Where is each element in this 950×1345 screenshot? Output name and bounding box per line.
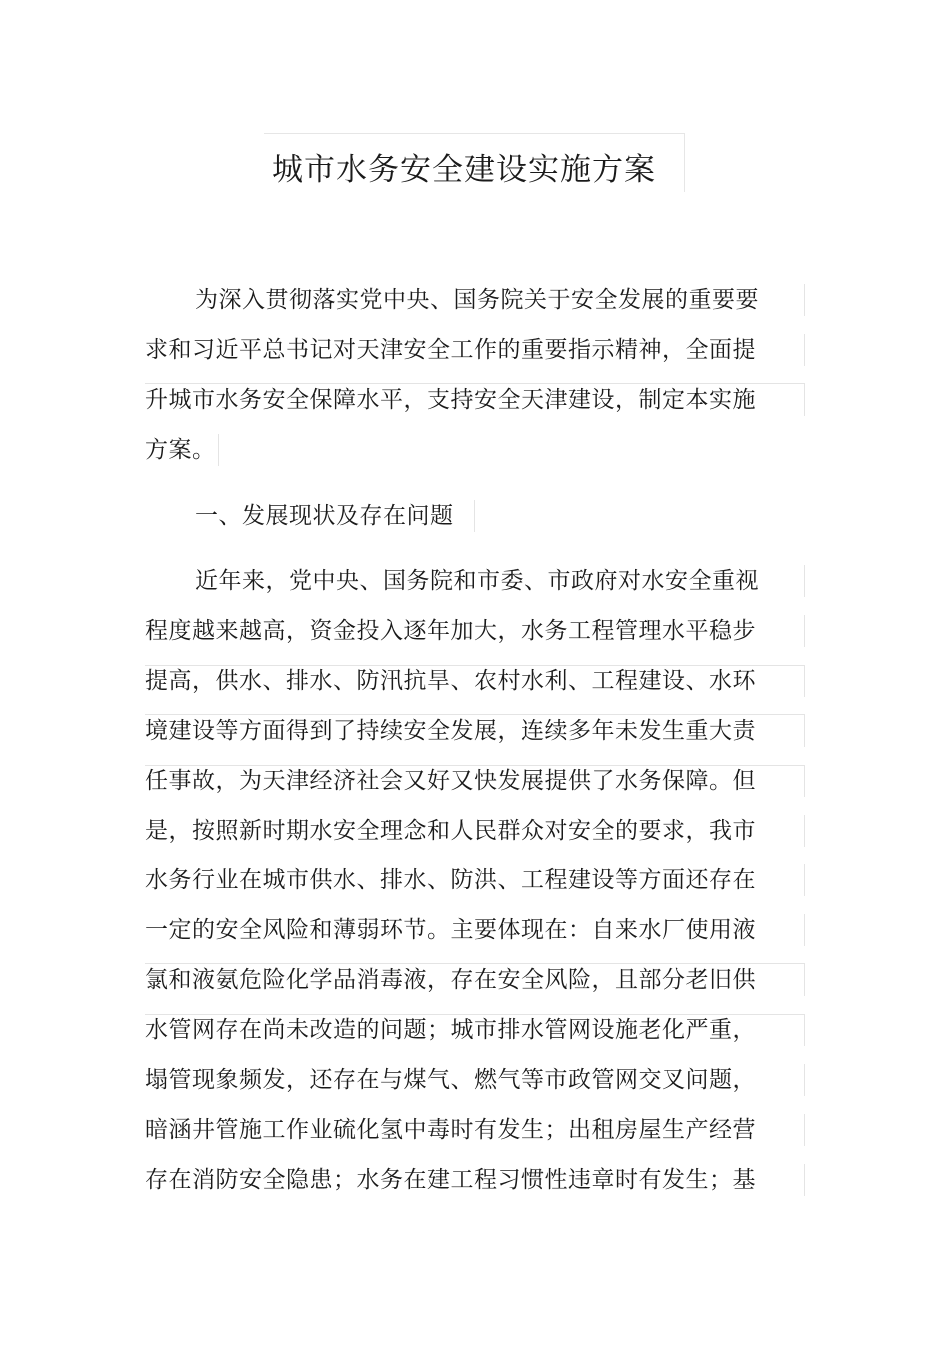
scan-hairline (145, 383, 805, 384)
scan-mark (804, 615, 805, 647)
scan-mark (474, 500, 475, 532)
intro-line-2: 求和习近平总书记对天津安全工作的重要指示精神，全面提 (145, 337, 756, 363)
body-line-13: 存在消防安全隐患；水务在建工程习惯性违章时有发生；基 (145, 1167, 756, 1193)
scan-mark (804, 914, 805, 946)
scan-hairline (145, 963, 805, 964)
scan-hairline (145, 665, 805, 666)
body-line-3: 提高，供水、排水、防汛抗旱、农村水利、工程建设、水环 (145, 668, 756, 694)
scan-mark (804, 1014, 805, 1046)
scan-mark (804, 715, 805, 747)
body-line-1: 近年来，党中央、国务院和市委、市政府对水安全重视 (195, 568, 759, 594)
scan-mark (804, 765, 805, 797)
body-line-9: 氯和液氨危险化学品消毒液，存在安全风险，且部分老旧供 (145, 967, 756, 993)
scan-mark (804, 284, 805, 316)
scan-hairline (145, 1014, 805, 1015)
scan-mark (804, 565, 805, 597)
document-title: 城市水务安全建设实施方案 (272, 152, 656, 188)
intro-line-1: 为深入贯彻落实党中央、国务院关于安全发展的重要要 (195, 287, 759, 313)
scan-mark (804, 1064, 805, 1096)
scan-mark (804, 1164, 805, 1196)
scan-mark (804, 964, 805, 996)
scan-hairline (145, 714, 805, 715)
body-line-6: 是，按照新时期水安全理念和人民群众对安全的要求，我市 (145, 818, 756, 844)
scan-mark (218, 434, 219, 466)
body-line-5: 任事故，为天津经济社会又好又快发展提供了水务保障。但 (145, 768, 756, 794)
scan-mark (804, 384, 805, 416)
body-line-2: 程度越来越高，资金投入逐年加大，水务工程管理水平稳步 (145, 618, 756, 644)
scan-mark (804, 1114, 805, 1146)
body-line-4: 境建设等方面得到了持续安全发展，连续多年未发生重大责 (145, 718, 756, 744)
body-line-12: 暗涵井管施工作业硫化氢中毒时有发生；出租房屋生产经营 (145, 1117, 756, 1143)
section-heading: 一、发展现状及存在问题 (195, 503, 454, 529)
intro-line-4: 方案。 (145, 437, 216, 463)
body-line-11: 塌管现象频发，还存在与煤气、燃气等市政管网交叉问题， (145, 1067, 756, 1093)
scan-mark (804, 815, 805, 847)
scan-mark (804, 864, 805, 896)
intro-line-3: 升城市水务安全保障水平，支持安全天津建设，制定本实施 (145, 387, 756, 413)
body-line-8: 一定的安全风险和薄弱环节。主要体现在：自来水厂使用液 (145, 917, 756, 943)
scan-mark (804, 665, 805, 697)
body-line-7: 水务行业在城市供水、排水、防洪、工程建设等方面还存在 (145, 867, 756, 893)
scan-mark (804, 334, 805, 366)
scan-hairline (145, 765, 805, 766)
body-line-10: 水管网存在尚未改造的问题；城市排水管网设施老化严重， (145, 1017, 756, 1043)
